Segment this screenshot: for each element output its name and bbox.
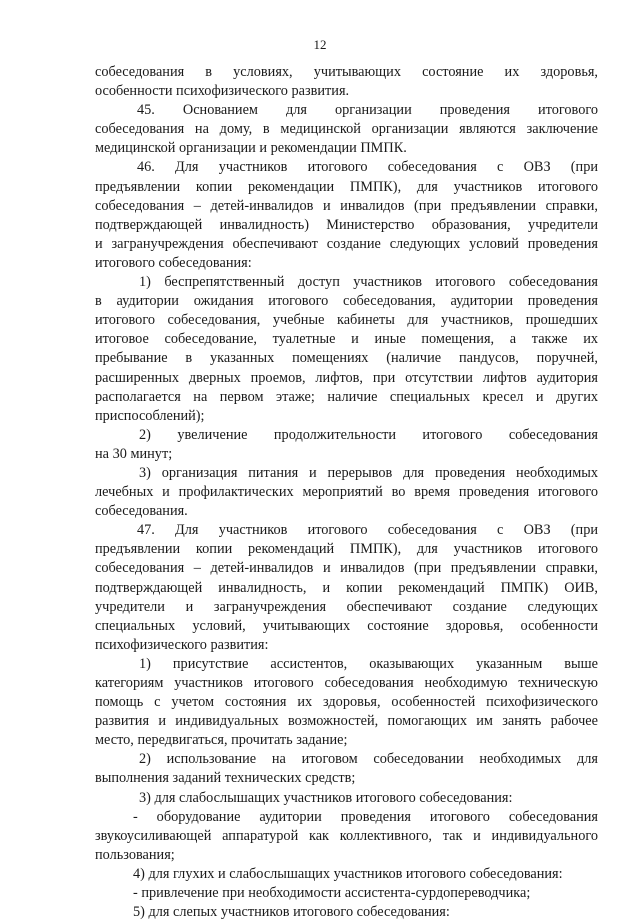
text-line: итогового собеседования, учебные кабинеты для участников, прошедших bbox=[95, 312, 598, 329]
text-line: предъявлении копии рекомендаций ПМПК), для участников итогового bbox=[95, 541, 598, 558]
list-item-start: 1) присутствие ассистентов, оказывающих указанным выше bbox=[139, 655, 598, 672]
text-line: расширенных дверных проемов, лифтов, при отсутствии лифтов аудитория bbox=[95, 369, 598, 386]
text-line: пользования; bbox=[95, 846, 175, 863]
text-line: собеседования. bbox=[95, 503, 188, 520]
text-line: предъявлении копии рекомендации ПМПК), для участников итогового bbox=[95, 178, 598, 195]
text-line: собеседования – детей-инвалидов и инвалидов (при предъявлении справки, bbox=[95, 560, 598, 577]
document-body bbox=[95, 63, 598, 922]
text-line: собеседования на дому, в медицинской организации являются заключение bbox=[95, 121, 598, 138]
text-line: итоговое собеседование, туалетные и иные помещения, а также их bbox=[95, 331, 598, 348]
text-line: выполнения заданий технических средств; bbox=[95, 770, 356, 787]
text-line: место, передвигаться, прочитать задание; bbox=[95, 732, 348, 749]
text-line: располагается на первом этаже; наличие специальных кресел и других bbox=[95, 388, 598, 405]
list-item-start: 5) для слепых участников итогового собеседования: bbox=[133, 904, 450, 921]
page-number: 12 bbox=[313, 37, 327, 52]
list-item-start: 2) использование на итоговом собеседовании необходимых для bbox=[139, 751, 598, 768]
list-item-start: 1) беспрепятственный доступ участников итогового собеседования bbox=[139, 274, 598, 291]
dash-item-start: - оборудование аудитории проведения итогового собеседования bbox=[133, 808, 598, 825]
text-line: психофизического развития: bbox=[95, 636, 269, 653]
text-line: итогового собеседования: bbox=[95, 254, 252, 271]
text-line: категориям участников итогового собеседования необходимую техническую bbox=[95, 675, 598, 691]
text-line: учредители и загранучреждения обеспечивают создание следующих bbox=[95, 598, 598, 615]
list-item-start: 3) организация питания и перерывов для проведения необходимых bbox=[139, 464, 598, 481]
text-line: подтверждающей инвалидность) Министерство образования, учредители bbox=[95, 216, 598, 233]
text-line: медицинской организации и рекомендации ПМПК. bbox=[95, 140, 407, 157]
text-line: лечебных и профилактических мероприятий во время проведения итогового bbox=[95, 484, 598, 501]
text-line: особенности психофизического развития. bbox=[95, 83, 350, 100]
list-item-start: 2) увеличение продолжительности итогового собеседования bbox=[139, 426, 598, 443]
text-line: и загранучреждения обеспечивают создание следующих условий проведения bbox=[95, 235, 598, 252]
text-line: специальных условий, учитывающих состояние здоровья, особенности bbox=[95, 617, 598, 634]
text-line: помощь с учетом состояния их здоровья, особенностей психофизического bbox=[95, 694, 598, 711]
text-line: развития и индивидуальных возможностей, помогающих им занять рабочее bbox=[95, 713, 598, 730]
text-line: подтверждающей инвалидность, и копии рекомендаций ПМПК) ОИВ, bbox=[95, 579, 598, 596]
list-item-start: 3) для слабослышащих участников итогового собеседования: bbox=[139, 789, 513, 806]
text-line: собеседования – детей-инвалидов и инвалидов (при предъявлении справки, bbox=[95, 197, 598, 214]
text-line: собеседования в условиях, учитывающих состояние их здоровья, bbox=[95, 64, 598, 80]
text-line: приспособлений); bbox=[95, 407, 205, 424]
paragraph-47-start: 47. Для участников итогового собеседования с ОВЗ (при bbox=[137, 522, 598, 539]
text-line: в аудитории ожидания итогового собеседования, аудитории проведения bbox=[95, 293, 598, 310]
dash-item-start: - привлечение при необходимости ассистента-сурдопереводчика; bbox=[133, 885, 531, 902]
text-line: пребывание в указанных помещениях (наличие пандусов, поручней, bbox=[95, 350, 598, 367]
text-line: на 30 минут; bbox=[95, 445, 173, 462]
list-item-start: 4) для глухих и слабослышащих участников итогового собеседования: bbox=[133, 865, 563, 882]
paragraph-45-start: 45. Основанием для организации проведения итогового bbox=[137, 102, 598, 119]
text-line: звукоусиливающей аппаратурой как коллективного, так и индивидуального bbox=[95, 827, 598, 844]
paragraph-46-start: 46. Для участников итогового собеседования с ОВЗ (при bbox=[137, 159, 598, 176]
